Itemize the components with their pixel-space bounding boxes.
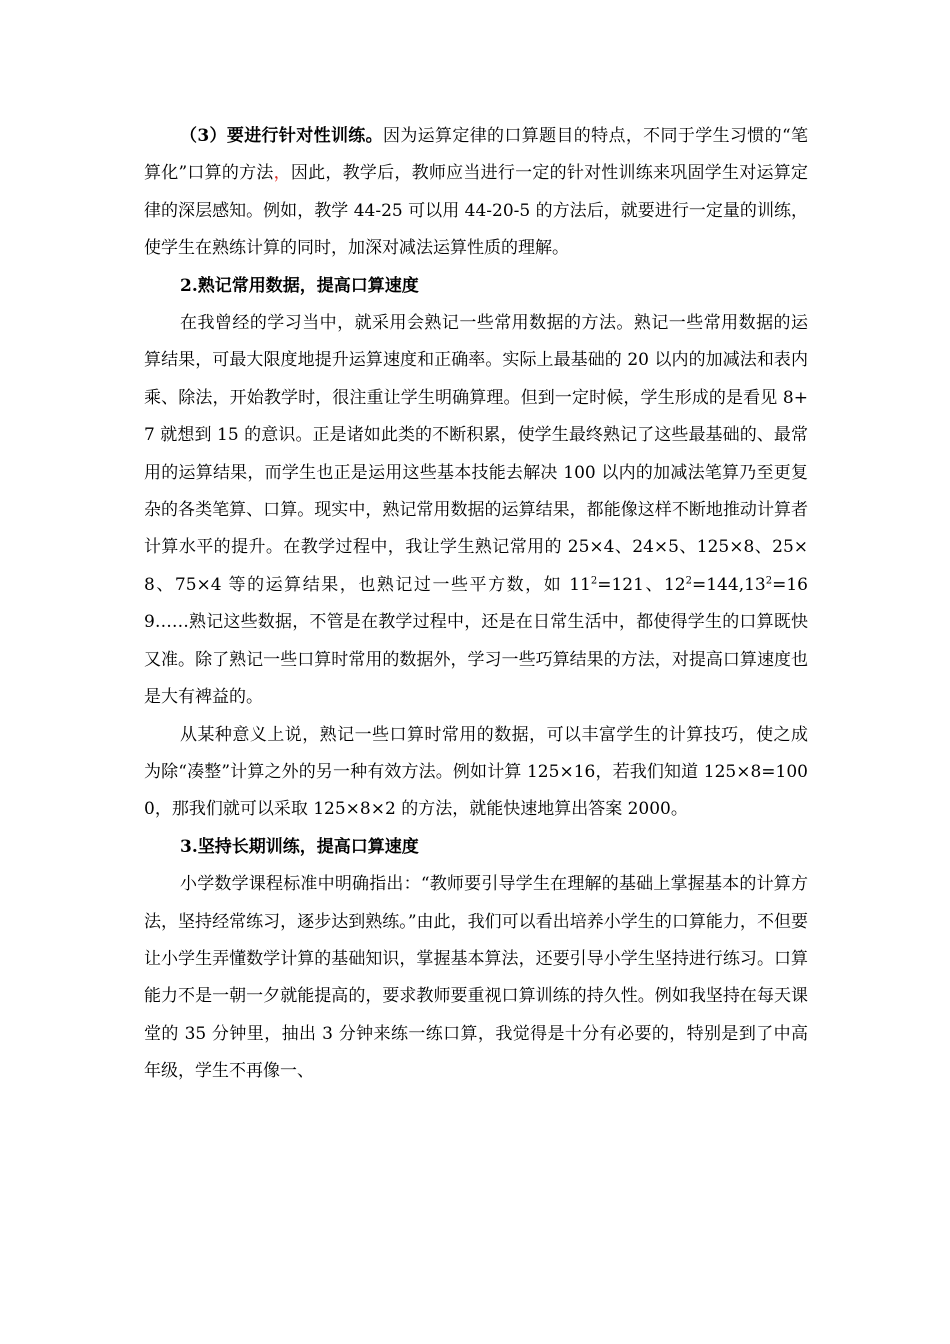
paragraph-text: 在我曾经的学习当中，就采用会熟记一些常用数据的方法。熟记一些常用数据的运算结果，可最大限度地提升运算速度和正确率。实际上最基础的 20 以内的加减法和表内乘、除法，开始教学时，很注重让学生明确算理。但到一定时候，学生形成的是看见 8+7 就想到 15 的意识。正是诸如此类的不断积累，使学生最终熟记了这些最基础的、最常用的运算结果，而学生也正是运用这些基本技能去解决 100 以内的加减法笔算乃至更复杂的各类笔算、口算。现实中，熟记常用数据的运算结果，都能像这样不断地推动计算者计算水平的提升。在教学过程中，我让学生熟记常用的 25×4、24×5、125×8、25×8、75×4 等的运算结果，也熟记过一些平方数，如 11 — [144, 313, 808, 595]
paragraph-targeted-training — [144, 118, 808, 268]
section-heading-3: 3.坚持长期训练，提高口算速度 — [180, 836, 419, 857]
paragraph-text: 因此，教学后，教师应当进行一定的针对性训练来巩固学生对运算定律的深层感知。例如，教学 44-25 可以用 44-20-5 的方法后，就要进行一定量的训练，使学生在熟练计算的同时，加深对减法运算性质的理解。 — [144, 163, 808, 259]
paragraph-text: =169……熟记这些数据，不管是在教学过程中，还是在日常生活中，都使得学生的口算既快又准。除了熟记一些口算时常用的数据外，学习一些巧算结果的方法，对提高口算速度也是大有裨益的。 — [144, 574, 808, 708]
paragraph-memorize-data — [144, 305, 808, 716]
paragraph-long-term-training: 小学数学课程标准中明确指出：“教师要引导学生在理解的基础上掌握基本的计算方法，坚持经常练习，逐步达到熟练。”由此，我们可以看出培养小学生的口算能力，不但要让小学生弄懂数学计算的基础知识，掌握基本算法，还要引导小学生坚持进行练习。口算能力不是一朝一夕就能提高的，要求教师要重视口算训练的持久性。例如我坚持在每天课堂的 35 分钟里，抽出 3 分钟来练一练口算，我觉得是十分有必要的，特别是到了中高年级，学生不再像一、 — [144, 874, 808, 1082]
paragraph-calculation-skills: 从某种意义上说，熟记一些口算时常用的数据，可以丰富学生的计算技巧，使之成为除“凑整”计算之外的另一种有效方法。例如计算 125×16，若我们知道 125×8=1000，那我们就可以采取 125×8×2 的方法，就能快速地算出答案 2000。 — [144, 724, 808, 820]
paragraph-text: 因为运算定律的口算题目的特点，不同于学生习惯的“笔算化”口算的方法 — [144, 126, 808, 184]
paragraph-lead: （3）要进行针对性训练。 — [180, 126, 383, 146]
superscript: 2 — [765, 575, 773, 587]
superscript: 2 — [685, 575, 692, 587]
paragraph-text: =121、12 — [597, 574, 686, 595]
section-heading-2: 2.熟记常用数据，提高口算速度 — [180, 275, 419, 296]
document-page — [144, 118, 808, 1091]
superscript: 2 — [590, 575, 598, 587]
red-comma: ， — [273, 163, 291, 184]
paragraph-text: =144,13 — [692, 574, 766, 595]
